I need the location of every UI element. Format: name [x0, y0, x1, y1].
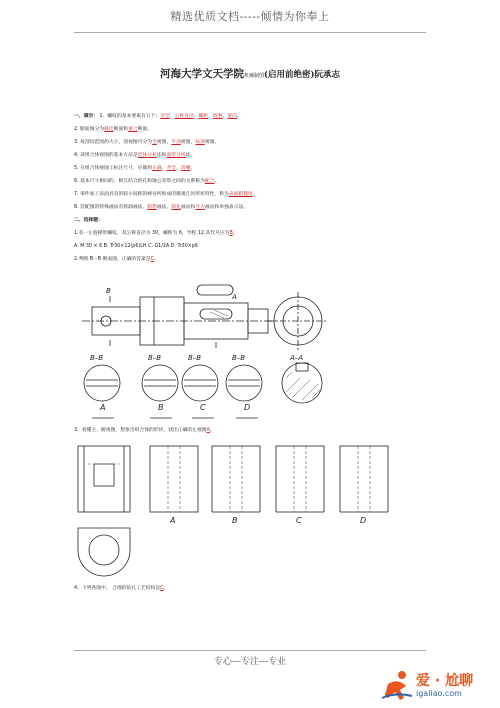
- runner-icon: [380, 668, 414, 702]
- fig1-option-a: A: [100, 403, 106, 412]
- fig1-sec-label-1: B–B: [90, 354, 104, 362]
- c3-answer: A: [206, 428, 210, 433]
- q3-answer-1: 全: [152, 140, 157, 145]
- c4-text: 4、下列各图中， 合理的钻孔工艺结构是: [74, 586, 161, 591]
- fig1-option-c: C: [200, 403, 206, 412]
- q5-sep-2: ，: [176, 166, 181, 171]
- q4-answer-2: 面形分析: [166, 153, 186, 158]
- fig1-mark-b: B: [106, 287, 111, 295]
- q1-answer-3: 螺距: [198, 114, 209, 119]
- choice-1-options: A. M 30 × 6 B. Tr30×12(p6)LH C. G1/2A D. Tr30×p6: [74, 244, 198, 249]
- q1-text: 1．螺纹的基本要素有五个：: [99, 114, 161, 119]
- q3-answer-3: 局部: [195, 140, 205, 145]
- q7-answer-1: 表面粗糙度: [228, 192, 253, 197]
- fig2-option-d: D: [360, 516, 367, 525]
- logo-chinese: 爱 · 尬聊: [416, 673, 474, 689]
- q7-end: 。: [252, 192, 258, 197]
- section-heading-fill: 一、填空：: [74, 114, 98, 119]
- c4-answer: C: [160, 586, 164, 591]
- c1-text: 1.有一左旋梯形螺纹，其公称直径为 30，螺距为 6，导程 12,其代号应为: [74, 231, 230, 236]
- c2-text: 2.判断 B－B 断面图，正确的答案是: [74, 257, 151, 262]
- fig1-option-b: B: [158, 403, 164, 412]
- q8-end: 画法和单独表示法。: [204, 205, 249, 210]
- q8-answer-1: 假想: [147, 205, 157, 210]
- q1-answer-5: 旋向: [227, 114, 238, 119]
- q1-answer-2: 公称直径: [174, 114, 194, 119]
- q3-answer-2: 半剖: [171, 140, 181, 145]
- c2-end: 。: [153, 257, 159, 262]
- title-rest: (启用前绝密)阮承志: [263, 70, 341, 80]
- fig1-sec-label-4: B–B: [232, 354, 246, 362]
- q6-answer-1: 配合: [204, 179, 215, 184]
- q6-text: 6. 基本尺寸相同的，相互结合的孔和轴公差带之间的关系称为: [74, 179, 205, 184]
- page-header: 精选优质文档-----倾情为你奉上: [170, 10, 330, 23]
- title-main: 河海大学文天学院: [159, 68, 244, 80]
- q8-sep-1: 画法，: [156, 205, 172, 210]
- q1-answer-1: 牙型: [160, 114, 170, 119]
- q1-sep-1: ，: [169, 114, 175, 119]
- page-footer: 专心---专注---专业: [213, 657, 287, 667]
- q2-end: 断面。: [137, 127, 153, 132]
- fig2-option-a: A: [170, 516, 176, 525]
- logo-url: igaliao.com: [416, 689, 462, 698]
- q1-answer-4: 线数: [213, 114, 223, 119]
- q2-mid: 断面和: [113, 127, 129, 132]
- fig1-sec-label-3: B–B: [188, 354, 202, 362]
- fig1-mark-a: A: [232, 293, 237, 301]
- q1-end: 。: [237, 114, 242, 119]
- footer-divider: [74, 650, 426, 651]
- c4-end: 。: [163, 586, 169, 591]
- q5-end: 。: [190, 166, 196, 171]
- q6-end: 。: [214, 179, 220, 184]
- fig2-option-b: B: [232, 516, 238, 525]
- q8-answer-2: 简化: [171, 205, 181, 210]
- q4-mid: 法和: [156, 153, 167, 158]
- q2-answer-2: 重合: [128, 127, 138, 132]
- c3-end: 。: [209, 428, 215, 433]
- q3-text: 3. 按剖切范围的大小，剖视图可分为: [74, 140, 153, 145]
- fig1-sec-label-5: A–A: [290, 354, 304, 362]
- choice-4: [74, 586, 168, 592]
- q1-sep-3: ，: [208, 114, 214, 119]
- q8-text: 8. 装配图的特殊画法有拆卸画法，: [74, 205, 148, 210]
- q5-sep-1: ，: [161, 166, 167, 171]
- q5-answer-3: 清晰: [180, 166, 191, 171]
- q4-text: 4. 读组合体视图的基本方法是: [74, 153, 138, 158]
- section-heading-choice: 二、选择题：: [74, 218, 103, 223]
- q5-answer-2: 齐全: [166, 166, 177, 171]
- fig2-option-c: C: [296, 516, 302, 525]
- q5-answer-1: 正确: [152, 166, 162, 171]
- fig1-option-d: D: [244, 403, 251, 412]
- c2-answer: C: [150, 257, 154, 262]
- q3-sep-2: 视图，: [180, 140, 196, 145]
- q5-text: 5. 在组合体视图上标注尺寸，应做到: [74, 166, 153, 171]
- c1-answer: B: [229, 231, 233, 236]
- c1-end: 。: [232, 231, 238, 236]
- q8-answer-3: 夸大: [195, 205, 205, 210]
- watermark-logo: [380, 668, 495, 704]
- fig1-sec-label-2: B–B: [148, 354, 162, 362]
- q4-end: 法。: [185, 153, 196, 158]
- c3-text: 3、看懂主、俯视图，想象出组合体的形状，找出正确的左视图: [74, 428, 207, 433]
- q7-text: 7. 零件加工表面具有的较小间距的峰谷所组成的微观几何形状特性，称为: [74, 192, 229, 197]
- q2-text: 2. 断面图分为: [74, 127, 105, 132]
- q1-sep-2: ，: [193, 114, 199, 119]
- q2-answer-1: 移出: [104, 127, 114, 132]
- q1-sep-4: ，: [222, 114, 228, 119]
- q3-sep-1: 视图，: [156, 140, 172, 145]
- title-small: 机械制图: [243, 73, 264, 79]
- q8-sep-2: 画法和: [180, 205, 196, 210]
- q3-end: 视图。: [204, 140, 220, 145]
- q4-answer-1: 形体分析: [137, 153, 157, 158]
